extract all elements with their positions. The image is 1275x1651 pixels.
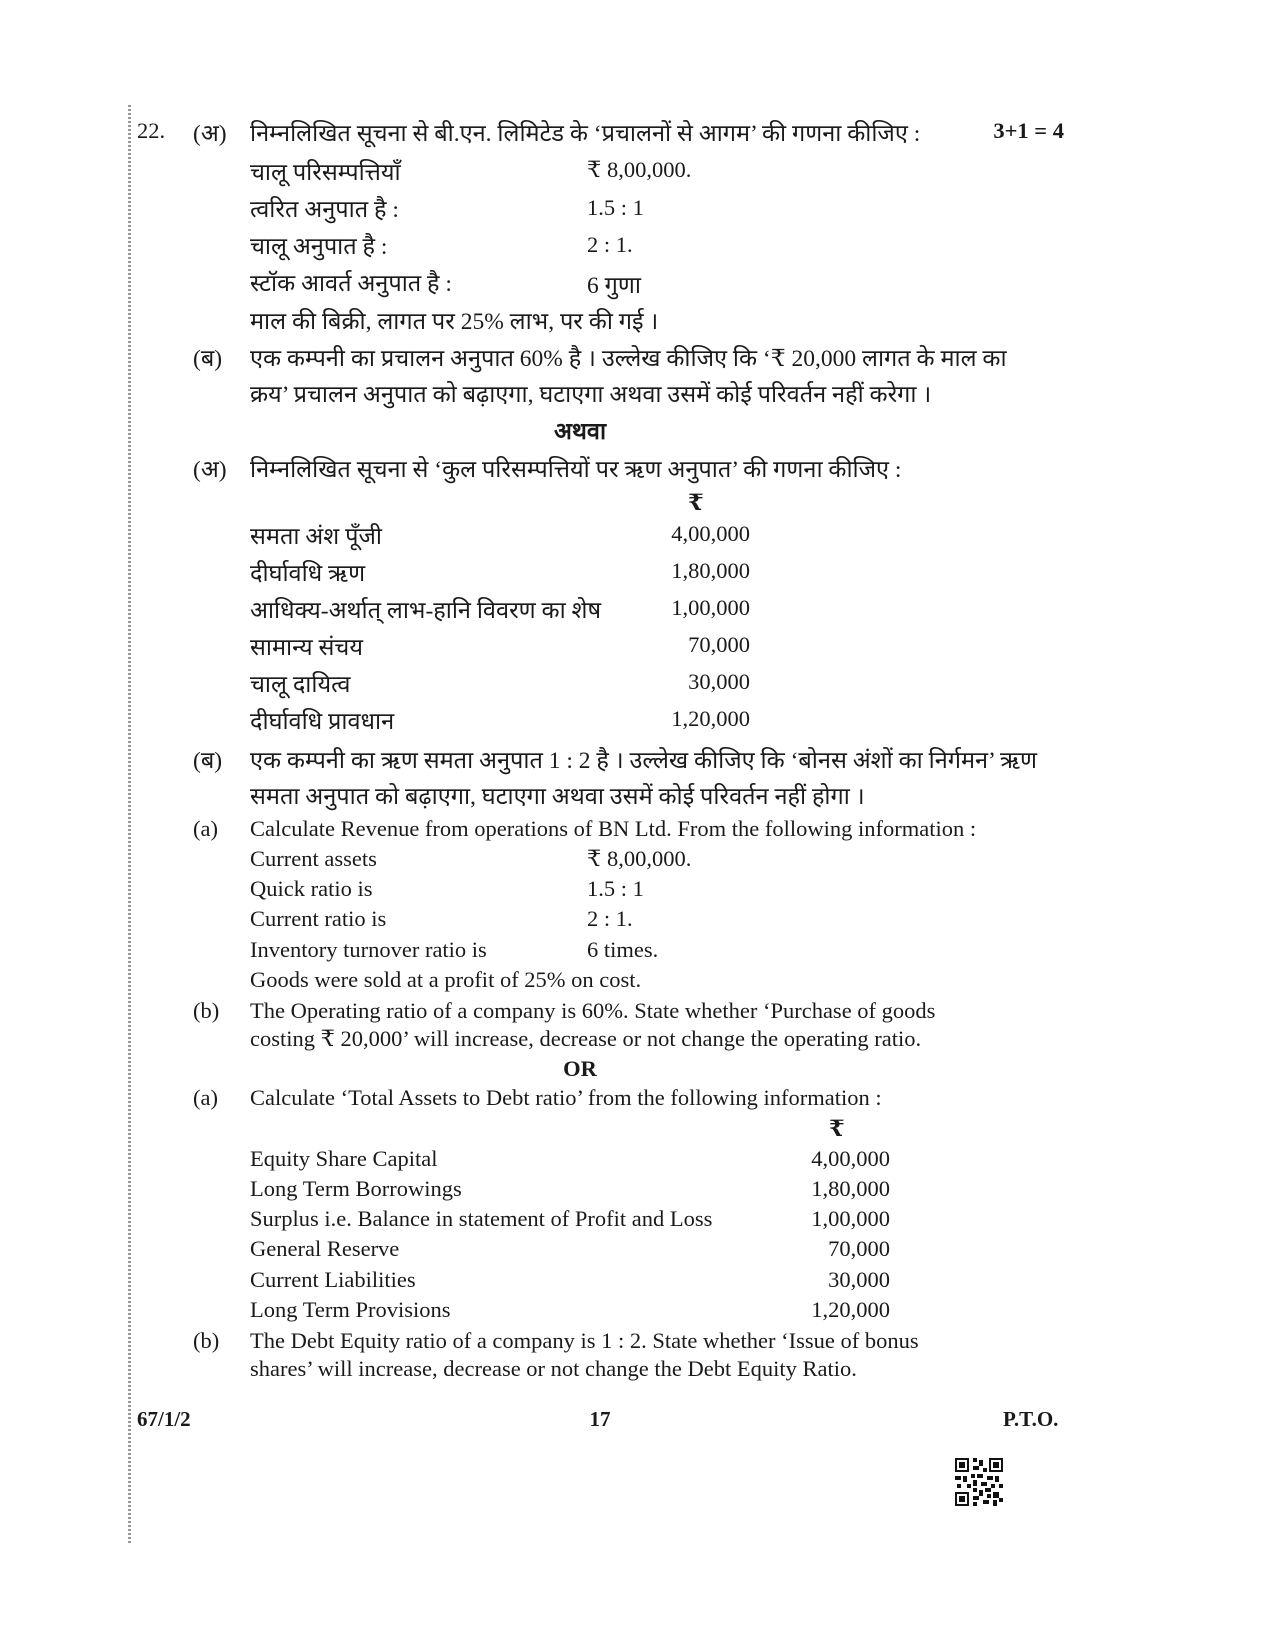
english-table-row-value: 30,000: [828, 1267, 890, 1292]
hindi-item-label: चालू परिसम्पत्तियाँ: [250, 160, 401, 186]
hindi-or-part-a-label: (अ): [193, 457, 227, 483]
hindi-table-row-value: 1,80,000: [671, 558, 750, 583]
english-item-label: Quick ratio is: [250, 876, 373, 901]
english-item-label: Current assets: [250, 846, 377, 871]
english-or-part-a-label: (a): [193, 1085, 218, 1110]
english-table-row-label: Long Term Provisions: [250, 1297, 451, 1322]
hindi-part-a-title: निम्नलिखित सूचना से बी.एन. लिमिटेड के ‘प्रचालनों से आगम’ की गणना कीजिए :: [250, 121, 921, 147]
hindi-or-part-b-line: समता अनुपात को बढ़ाएगा, घटाएगा अथवा उसमें कोई परिवर्तन नहीं होगा ।: [250, 784, 865, 810]
english-or-part-b-line: The Debt Equity ratio of a company is 1 : 2. State whether ‘Issue of bonus: [250, 1328, 919, 1353]
english-item-value: ₹ 8,00,000.: [587, 846, 692, 871]
footer-pto: P.T.O.: [1003, 1407, 1059, 1431]
hindi-part-b-label: (ब): [193, 346, 223, 372]
hindi-item-label: त्वरित अनुपात है :: [250, 197, 399, 223]
hindi-item-label: चालू अनुपात है :: [250, 234, 388, 260]
or-heading-english: OR: [563, 1056, 597, 1081]
hindi-table-row-value: 30,000: [688, 669, 750, 694]
hindi-table-row-value: 4,00,000: [671, 521, 750, 546]
hindi-or-part-b-line: एक कम्पनी का ऋण समता अनुपात 1 : 2 है । उल्लेख कीजिए कि ‘बोनस अंशों का निर्गमन’ ऋण: [250, 748, 1038, 774]
english-part-b-line: costing ₹ 20,000’ will increase, decrease or not change the operating ratio.: [250, 1026, 922, 1051]
english-part-a-title: Calculate Revenue from operations of BN Ltd. From the following information :: [250, 816, 977, 841]
question-marks: 3+1 = 4: [993, 118, 1064, 143]
or-heading-hindi: अथवा: [553, 419, 607, 445]
hindi-table-currency-symbol: ₹: [688, 490, 704, 515]
english-table-row-label: Surplus i.e. Balance in statement of Profit and Loss: [250, 1206, 713, 1231]
english-table-row-label: Long Term Borrowings: [250, 1176, 462, 1201]
hindi-table-row-label: चालू दायित्व: [250, 672, 351, 698]
hindi-item-value: ₹ 8,00,000.: [587, 157, 692, 182]
hindi-table-row-label: दीर्घावधि ऋण: [250, 561, 366, 587]
english-table-row-value: 4,00,000: [811, 1146, 890, 1171]
hindi-part-b-line: एक कम्पनी का प्रचालन अनुपात 60% है । उल्लेख कीजिए कि ‘₹ 20,000 लागत के माल का: [250, 346, 1007, 372]
english-table-row-label: General Reserve: [250, 1236, 400, 1261]
english-part-a-label: (a): [193, 816, 218, 841]
english-part-b-label: (b): [193, 998, 220, 1023]
hindi-or-part-a-title: निम्नलिखित सूचना से ‘कुल परिसम्पत्तियों पर ऋण अनुपात’ की गणना कीजिए :: [250, 457, 902, 483]
hindi-part-b-line: क्रय’ प्रचालन अनुपात को बढ़ाएगा, घटाएगा अथवा उसमें कोई परिवर्तन नहीं करेगा ।: [250, 382, 932, 408]
english-table-row-value: 1,00,000: [811, 1206, 890, 1231]
hindi-item-value: 2 : 1.: [587, 232, 633, 257]
english-item-value: 2 : 1.: [587, 906, 633, 931]
english-or-part-b-label: (b): [193, 1328, 220, 1353]
english-or-part-b-line: shares’ will increase, decrease or not change the Debt Equity Ratio.: [250, 1356, 857, 1381]
english-item-label: Current ratio is: [250, 906, 387, 931]
question-number: 22.: [137, 118, 166, 143]
hindi-or-part-b-label: (ब): [193, 748, 223, 774]
english-table-currency-symbol: ₹: [829, 1116, 845, 1141]
hindi-table-row-label: दीर्घावधि प्रावधान: [250, 709, 395, 735]
hindi-item-value: 1.5 : 1: [587, 195, 644, 220]
english-item-value: 6 times.: [587, 937, 659, 962]
hindi-table-row-value: 1,20,000: [671, 706, 750, 731]
english-table-row-label: Equity Share Capital: [250, 1146, 438, 1171]
footer-page-number: 17: [589, 1407, 611, 1431]
english-table-row-value: 70,000: [828, 1236, 890, 1261]
hindi-table-row-label: समता अंश पूँजी: [250, 524, 382, 550]
hindi-table-row-label: सामान्य संचय: [250, 635, 363, 661]
english-item-label: Inventory turnover ratio is: [250, 937, 487, 962]
english-table-row-label: Current Liabilities: [250, 1267, 416, 1292]
hindi-table-row-value: 70,000: [688, 632, 750, 657]
footer-paper-code: 67/1/2: [137, 1407, 191, 1431]
english-table-row-value: 1,20,000: [811, 1297, 890, 1322]
hindi-item-label: स्टॉक आवर्त अनुपात है :: [250, 271, 452, 297]
hindi-part-a-note: माल की बिक्री, लागत पर 25% लाभ, पर की गई ।: [250, 309, 659, 335]
hindi-part-a-label: (अ): [193, 121, 227, 147]
hindi-item-value: 6 गुणा: [587, 273, 641, 299]
english-part-b-line: The Operating ratio of a company is 60%. State whether ‘Purchase of goods: [250, 998, 936, 1023]
english-table-row-value: 1,80,000: [811, 1176, 890, 1201]
english-part-a-note: Goods were sold at a profit of 25% on cost.: [250, 967, 642, 992]
hindi-table-row-value: 1,00,000: [671, 595, 750, 620]
qr-code-icon: [955, 1458, 1003, 1506]
hindi-table-row-label: आधिक्य-अर्थात् लाभ-हानि विवरण का शेष: [250, 598, 602, 624]
margin-security-strip: [128, 105, 131, 1545]
english-or-part-a-title: Calculate ‘Total Assets to Debt ratio’ from the following information :: [250, 1085, 882, 1110]
english-item-value: 1.5 : 1: [587, 876, 644, 901]
